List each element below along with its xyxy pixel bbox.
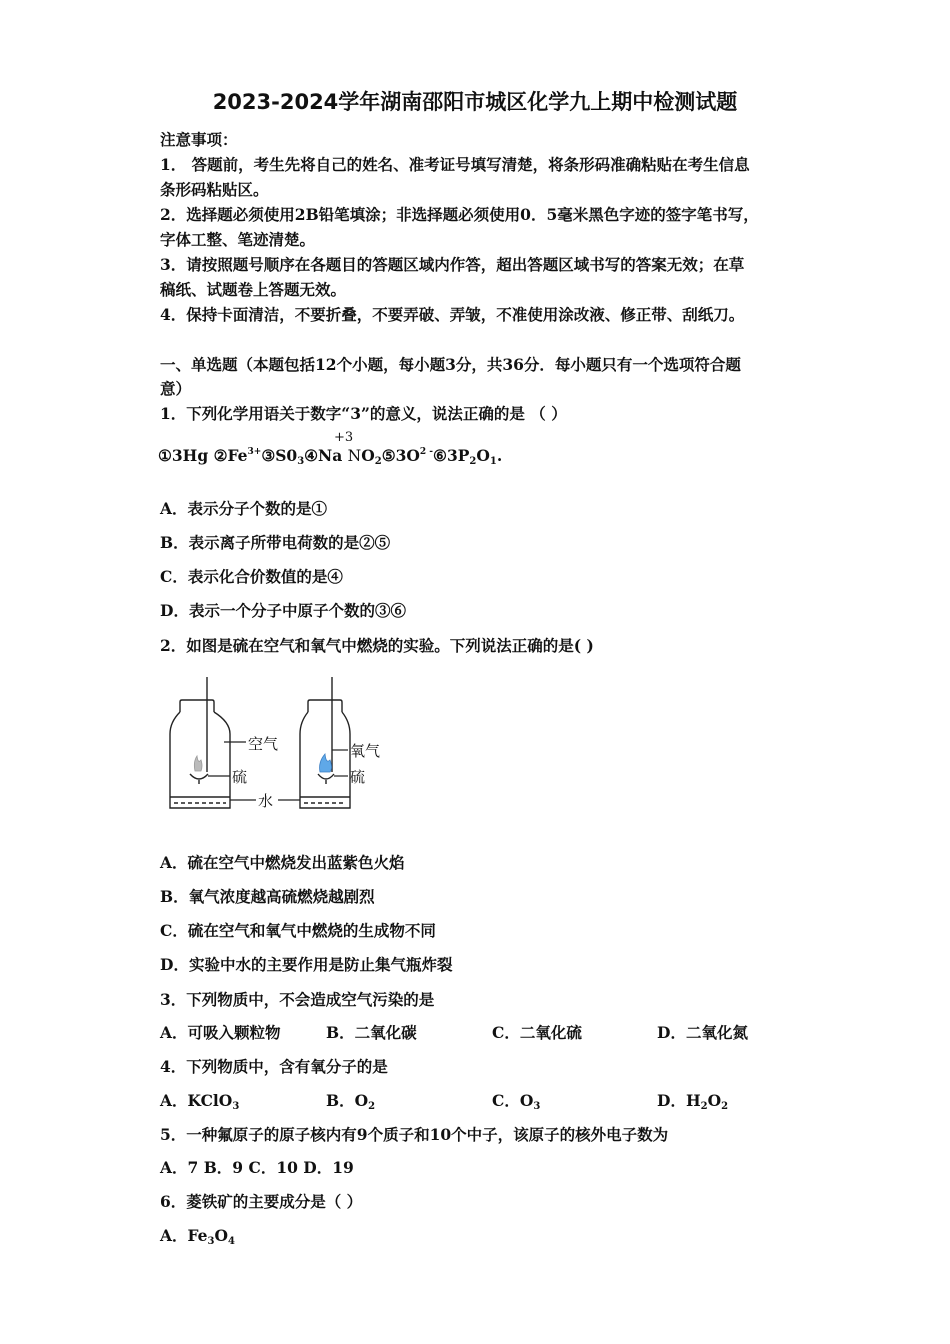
- formula-6-sub2: 1: [489, 456, 497, 467]
- q2-option-c: C．硫在空气和氧气中燃烧的生成物不同: [160, 921, 436, 940]
- formula-4-sub: 2: [374, 456, 382, 467]
- formula-1: ①3Hg: [158, 446, 209, 465]
- question-3-stem: 3．下列物质中，不会造成空气污染的是: [160, 990, 435, 1009]
- formula-6-o: O: [476, 446, 490, 465]
- question-1-stem: 1．下列化学用语关于数字“3”的意义，说法正确的是 （ ）: [160, 404, 567, 423]
- q1-option-a: A．表示分子个数的是①: [160, 499, 328, 518]
- question-4-stem: 4．下列物质中，含有氧分子的是: [160, 1057, 388, 1076]
- q4-option-c: C．$O_3$: [492, 1091, 541, 1112]
- notice-line: 字体工整、笔迹清楚。: [160, 230, 316, 249]
- notice-line: 2．选择题必须使用2B铅笔填涂；非选择题必须使用0．5毫米黑色字迹的签字笔书写，: [160, 205, 759, 224]
- q6-option-a: A．$Fe_3O_4$: [160, 1226, 235, 1247]
- section-heading: 一、单选题（本题包括12个小题，每小题3分，共36分．每小题只有一个选项符合题: [160, 355, 741, 374]
- question-1-formulas: [158, 446, 502, 467]
- notice-line: 稿纸、试题卷上答题无效。: [160, 280, 347, 299]
- notice-line: 条形码粘贴区。: [160, 180, 269, 199]
- question-6-stem: 6．菱铁矿的主要成分是（ ）: [160, 1192, 363, 1211]
- q1-option-c: C．表示化合价数值的是④: [160, 567, 343, 586]
- q3-option-a: A．可吸入颗粒物: [160, 1023, 281, 1042]
- q2-option-b: B．氧气浓度越高硫燃烧越剧烈: [160, 887, 375, 906]
- label-oxygen: 氧气: [350, 742, 381, 760]
- q2-option-d: D．实验中水的主要作用是防止集气瓶炸裂: [160, 955, 453, 974]
- notice-line: 4．保持卡面清洁，不要折叠，不要弄破、弄皱，不准使用涂改液、修正带、刮纸刀。: [160, 305, 745, 324]
- page-title: 2023-2024学年湖南邵阳市城区化学九上期中检测试题: [212, 90, 738, 114]
- notice-heading: 注意事项：: [160, 130, 238, 149]
- right-flame-icon: [320, 754, 332, 772]
- formula-2: ②Fe: [213, 446, 248, 465]
- label-sulfur-right: 硫: [350, 768, 366, 786]
- label-air: 空气: [248, 735, 279, 753]
- sulfur-combustion-figure: [160, 672, 420, 822]
- q5-options: A．7 B．9 C．10 D．19: [160, 1158, 354, 1177]
- q4-option-d: D．$H_2O_2$: [657, 1091, 729, 1112]
- notice-line: 3．请按照题号顺序在各题目的答题区域内作答，超出答题区域书写的答案无效；在草: [160, 255, 745, 274]
- left-flame-icon: [194, 756, 202, 771]
- formula-2-charge: 3+: [247, 447, 262, 457]
- formula-6-sub1: 2: [469, 456, 477, 467]
- q4-option-b: B．$O_2$: [326, 1091, 376, 1112]
- formula-5-charge: 2 -: [419, 447, 434, 457]
- valence-superscript: +3: [334, 430, 354, 445]
- left-gas-jar: [170, 677, 230, 808]
- q4-option-a: A．KClO$_3$: [160, 1091, 240, 1112]
- label-sulfur-left: 硫: [232, 768, 248, 786]
- q3-option-c: C．二氧化硫: [492, 1023, 582, 1042]
- formula-end: .: [496, 446, 503, 465]
- formula-3: ③S0: [261, 446, 298, 465]
- formula-4-o: O: [361, 446, 375, 465]
- question-2-stem: 2．如图是硫在空气和氧气中燃烧的实验。下列说法正确的是( ): [160, 636, 594, 655]
- formula-4: ④Na: [304, 446, 343, 465]
- section-heading-cont: 意）: [160, 379, 192, 398]
- right-labels: [278, 750, 348, 800]
- formula-5: ⑤3O: [381, 446, 420, 465]
- formula-4-n: N: [347, 447, 362, 465]
- q1-option-d: D．表示一个分子中原子个数的③⑥: [160, 601, 406, 620]
- formula-6: ⑥3P: [433, 446, 470, 465]
- formula-3-sub: 3: [297, 456, 305, 467]
- q3-option-d: D．二氧化氮: [657, 1023, 748, 1042]
- q2-option-a: A．硫在空气中燃烧发出蓝紫色火焰: [160, 853, 405, 872]
- label-water: 水: [258, 792, 274, 810]
- q3-option-b: B．二氧化碳: [326, 1023, 417, 1042]
- q1-option-b: B．表示离子所带电荷数的是②⑤: [160, 533, 391, 552]
- notice-line: 1． 答题前，考生先将自己的姓名、准考证号填写清楚，将条形码准确粘贴在考生信息: [160, 155, 750, 174]
- right-gas-jar: [300, 677, 350, 808]
- question-5-stem: 5．一种氟原子的原子核内有9个质子和10个中子，该原子的核外电子数为: [160, 1125, 669, 1144]
